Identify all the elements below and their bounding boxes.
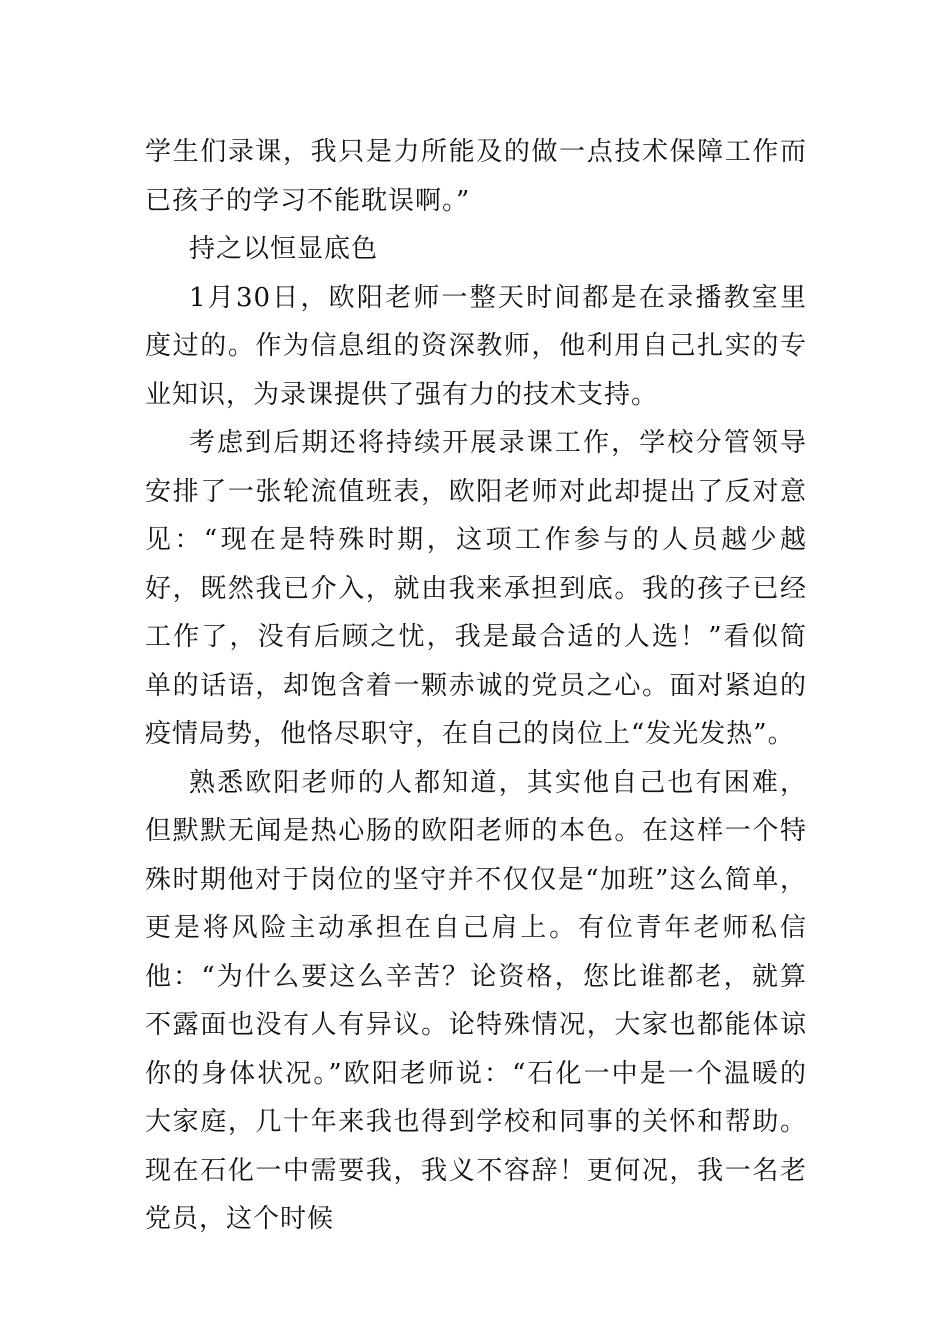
- section-heading: 持之以恒显底色: [189, 234, 379, 264]
- paragraph-2: 1月30日，欧阳老师一整天时间都是在录播教室里度过的。作为信息组的资深教师，他利用自己扎实的专业知识，为录课提供了强有力的技术支持。: [145, 282, 807, 410]
- body-text: [145, 128, 807, 1244]
- paragraph-1: 学生们录课，我只是力所能及的做一点技术保障工作而已孩子的学习不能耽误啊。”: [145, 137, 807, 216]
- paragraph-4: 熟悉欧阳老师的人都知道，其实他自己也有困难，但默默无闻是热心肠的欧阳老师的本色。在这样一个特殊时期他对于岗位的坚守并不仅仅是“加班”这么简单，更是将风险主动承担在自己肩上。有位青年老师私信他：“为什么要这么辛苦？论资格，您比谁都老，就算不露面也没有人有异议。论特殊情况，大家也都能体谅你的身体状况。”欧阳老师说：“石化一中是一个温暖的大家庭，几十年来我也得到学校和同事的关怀和帮助。现在石化一中需要我，我义不容辞！更何况，我一名老党员，这个时候: [145, 767, 807, 1234]
- paragraph-3: 考虑到后期还将持续开展录课工作，学校分管领导安排了一张轮流值班表，欧阳老师对此却提出了反对意见：“现在是特殊时期，这项工作参与的人员越少越好，既然我已介入，就由我来承担到底。我的孩子已经工作了，没有后顾之忧，我是最合适的人选！”看似简单的话语，却饱含着一颗赤诚的党员之心。面对紧迫的疫情局势，他恪尽职守，在自己的岗位上“发光发热”。: [145, 428, 807, 749]
